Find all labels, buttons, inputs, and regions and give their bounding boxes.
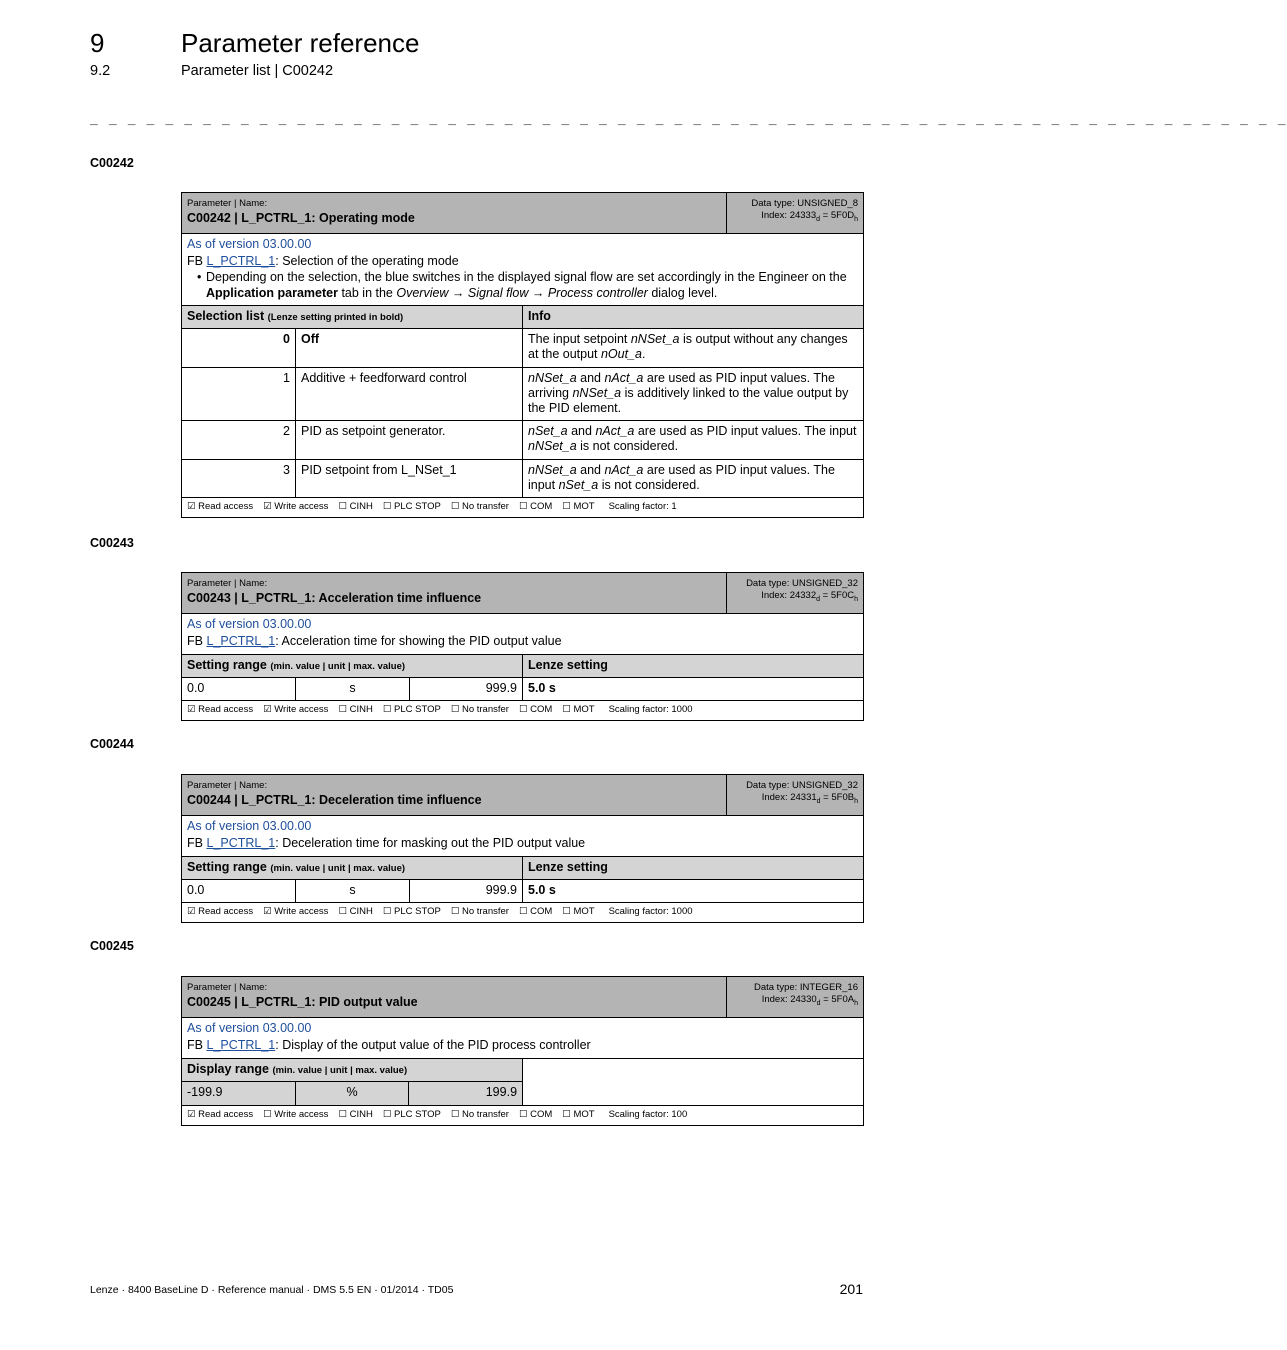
param-header: [182, 573, 863, 614]
selection-number: 3: [182, 460, 296, 497]
read-access-checkbox: ☑ Read access: [187, 1109, 254, 1120]
range-header: [182, 655, 863, 678]
param-header: [182, 977, 863, 1018]
param-label: Parameter | Name:: [187, 578, 268, 589]
max-value: 999.9: [410, 880, 523, 902]
param-name: C00245 | L_PCTRL_1: PID output value: [187, 995, 418, 1009]
param-name: C00242 | L_PCTRL_1: Operating mode: [187, 211, 415, 225]
param-name: C00244 | L_PCTRL_1: Deceleration time influence: [187, 793, 482, 807]
read-access-checkbox: ☑ Read access: [187, 501, 254, 512]
table-row: [182, 880, 863, 903]
data-type: Data type: UNSIGNED_32: [746, 578, 858, 589]
param-header: [182, 193, 863, 234]
cinh-checkbox: ☐ CINH: [338, 704, 373, 715]
page-number: 201: [839, 1281, 863, 1297]
min-value: 0.0: [182, 678, 296, 700]
table-row: [182, 368, 863, 421]
info-header: Info: [528, 309, 551, 323]
access-footer: [182, 701, 863, 720]
no-transfer-checkbox: ☐ No transfer: [450, 906, 509, 917]
no-transfer-checkbox: ☐ No transfer: [450, 1109, 509, 1120]
fb-description: FB L_PCTRL_1: Selection of the operating mode: [187, 254, 459, 268]
section-number: 9.2: [90, 63, 111, 79]
cinh-checkbox: ☐ CINH: [338, 1109, 373, 1120]
fb-description: FB L_PCTRL_1: Deceleration time for masking out the PID output value: [187, 836, 586, 850]
section-title: Parameter list | C00242: [181, 63, 334, 79]
read-access-checkbox: ☑ Read access: [187, 704, 254, 715]
write-access-checkbox: ☑ Write access: [263, 704, 329, 715]
table-row: [182, 678, 863, 701]
selection-header: [182, 306, 863, 329]
table-row: [182, 421, 863, 460]
scaling-factor: Scaling factor: 100: [608, 1109, 688, 1120]
unit-value: s: [296, 678, 410, 700]
com-checkbox: ☐ COM: [518, 704, 553, 715]
plc-stop-checkbox: ☐ PLC STOP: [382, 704, 441, 715]
version-note: As of version 03.00.00: [187, 1021, 312, 1035]
mot-checkbox: ☐ MOT: [562, 906, 595, 917]
write-access-checkbox: ☑ Write access: [263, 906, 329, 917]
param-table-c00244: [181, 774, 864, 923]
access-footer: [182, 498, 863, 517]
scaling-factor: Scaling factor: 1000: [608, 906, 693, 917]
plc-stop-checkbox: ☐ PLC STOP: [382, 906, 441, 917]
table-row: [182, 1082, 522, 1105]
plc-stop-checkbox: ☐ PLC STOP: [382, 1109, 441, 1120]
param-label: Parameter | Name:: [187, 780, 268, 791]
param-table-c00242: [181, 192, 864, 518]
com-checkbox: ☐ COM: [518, 906, 553, 917]
read-access-checkbox: ☑ Read access: [187, 906, 254, 917]
scaling-factor: Scaling factor: 1: [608, 501, 677, 512]
mot-checkbox: ☐ MOT: [562, 1109, 595, 1120]
param-description: [182, 614, 863, 655]
lenze-setting-header: Lenze setting: [528, 860, 608, 874]
param-table-c00245: [181, 976, 864, 1126]
com-checkbox: ☐ COM: [518, 501, 553, 512]
write-access-checkbox: ☑ Write access: [263, 501, 329, 512]
selection-info: nSet_a and nAct_a are used as PID input values. The input nNSet_a is not considered.: [528, 424, 857, 453]
param-table-c00243: [181, 572, 864, 721]
unit-value: s: [296, 880, 410, 902]
lenze-setting-value: 5.0 s: [528, 681, 556, 695]
fb-link[interactable]: L_PCTRL_1: [206, 1038, 276, 1052]
fb-link[interactable]: L_PCTRL_1: [206, 254, 276, 268]
com-checkbox: ☐ COM: [518, 1109, 553, 1120]
chapter-number: 9: [90, 28, 105, 58]
data-type: Data type: UNSIGNED_8: [751, 198, 858, 209]
param-description: [182, 1018, 863, 1059]
param-index: Index: $24332_d = 5F0C_h$: [761, 590, 858, 603]
version-note: As of version 03.00.00: [187, 819, 312, 833]
param-label: Parameter | Name:: [187, 198, 268, 209]
bullet-text: Depending on the selection, the blue switches in the displayed signal flow are set accordingly in the Engineer on the Application parameter tab in the Overview → Signal flow → Process controller dialog level.: [206, 270, 847, 300]
empty-cell: [523, 1059, 863, 1105]
param-index: Index: $24331_d = 5F0B_h$: [761, 792, 858, 805]
cinh-checkbox: ☐ CINH: [338, 906, 373, 917]
param-heading-c00244: C00244: [90, 737, 134, 751]
write-access-checkbox: ☐ Write access: [263, 1109, 329, 1120]
param-index: Index: $24333_d = 5F0D_h$: [761, 210, 858, 223]
fb-link[interactable]: L_PCTRL_1: [206, 634, 276, 648]
max-value: 999.9: [410, 678, 523, 700]
selection-list-header: Selection list (Lenze setting printed in bold): [182, 306, 523, 328]
table-row: [182, 329, 863, 368]
display-range-header: Display range (min. value | unit | max. value): [182, 1059, 522, 1082]
mot-checkbox: ☐ MOT: [562, 704, 595, 715]
range-header: [182, 857, 863, 880]
setting-range-header: Setting range (min. value | unit | max. value): [182, 857, 523, 879]
dashed-divider: _ _ _ _ _ _ _ _ _ _ _ _ _ _ _ _ _ _ _ _ _ _ _ _ _ _ _ _ _ _ _ _ _ _ _ _ _ _ _ _ _ _ _ _ _ _ _ _ _ _ _ _ _ _ _ _ _ _ _ _ _ _ _ _: [90, 111, 1287, 126]
plc-stop-checkbox: ☐ PLC STOP: [382, 501, 441, 512]
param-heading-c00243: C00243: [90, 536, 134, 550]
version-note: As of version 03.00.00: [187, 617, 312, 631]
selection-number: 0: [182, 329, 296, 367]
param-header: [182, 775, 863, 816]
selection-name: PID as setpoint generator.: [296, 421, 523, 459]
no-transfer-checkbox: ☐ No transfer: [450, 704, 509, 715]
selection-name: Off: [296, 329, 523, 367]
param-name: C00243 | L_PCTRL_1: Acceleration time influence: [187, 591, 482, 605]
min-value: -199.9: [182, 1082, 296, 1105]
lenze-setting-value: 5.0 s: [528, 883, 556, 897]
fb-link[interactable]: L_PCTRL_1: [206, 836, 276, 850]
selection-number: 2: [182, 421, 296, 459]
cinh-checkbox: ☐ CINH: [338, 501, 373, 512]
chapter-title: Parameter reference: [181, 28, 420, 58]
selection-number: 1: [182, 368, 296, 420]
document-footer: Lenze · 8400 BaseLine D · Reference manual · DMS 5.5 EN · 01/2014 · TD05: [90, 1284, 454, 1296]
version-note: As of version 03.00.00: [187, 237, 312, 251]
param-description: [182, 816, 863, 857]
bullet-icon: •: [197, 270, 202, 284]
param-label: Parameter | Name:: [187, 982, 268, 993]
scaling-factor: Scaling factor: 1000: [608, 704, 693, 715]
param-heading-c00242: C00242: [90, 156, 134, 170]
param-heading-c00245: C00245: [90, 939, 134, 953]
selection-info: nNSet_a and nAct_a are used as PID input values. The arriving nNSet_a is additively linked to the value output by the PID element.: [528, 371, 849, 415]
selection-name: Additive + feedforward control: [296, 368, 523, 420]
selection-name: PID setpoint from L_NSet_1: [296, 460, 523, 497]
setting-range-header: Setting range (min. value | unit | max. value): [182, 655, 523, 677]
max-value: 199.9: [409, 1082, 522, 1105]
data-type: Data type: INTEGER_16: [753, 982, 858, 993]
min-value: 0.0: [182, 880, 296, 902]
display-range-block: [182, 1059, 863, 1106]
fb-description: FB L_PCTRL_1: Display of the output value of the PID process controller: [187, 1038, 591, 1052]
fb-description: FB L_PCTRL_1: Acceleration time for showing the PID output value: [187, 634, 562, 648]
table-row: [182, 460, 863, 498]
mot-checkbox: ☐ MOT: [562, 501, 595, 512]
no-transfer-checkbox: ☐ No transfer: [450, 501, 509, 512]
lenze-setting-header: Lenze setting: [528, 658, 608, 672]
bullet-note: [187, 270, 858, 301]
unit-value: %: [296, 1082, 410, 1105]
access-footer: [182, 903, 863, 922]
selection-info: nNSet_a and nAct_a are used as PID input values. The input nSet_a is not considered.: [528, 463, 835, 492]
selection-info: The input setpoint nNSet_a is output without any changes at the output nOut_a.: [528, 332, 848, 361]
param-index: Index: $24330_d = 5F0A_h$: [761, 994, 858, 1007]
data-type: Data type: UNSIGNED_32: [746, 780, 858, 791]
param-description: [182, 234, 863, 306]
access-footer: [182, 1106, 863, 1125]
